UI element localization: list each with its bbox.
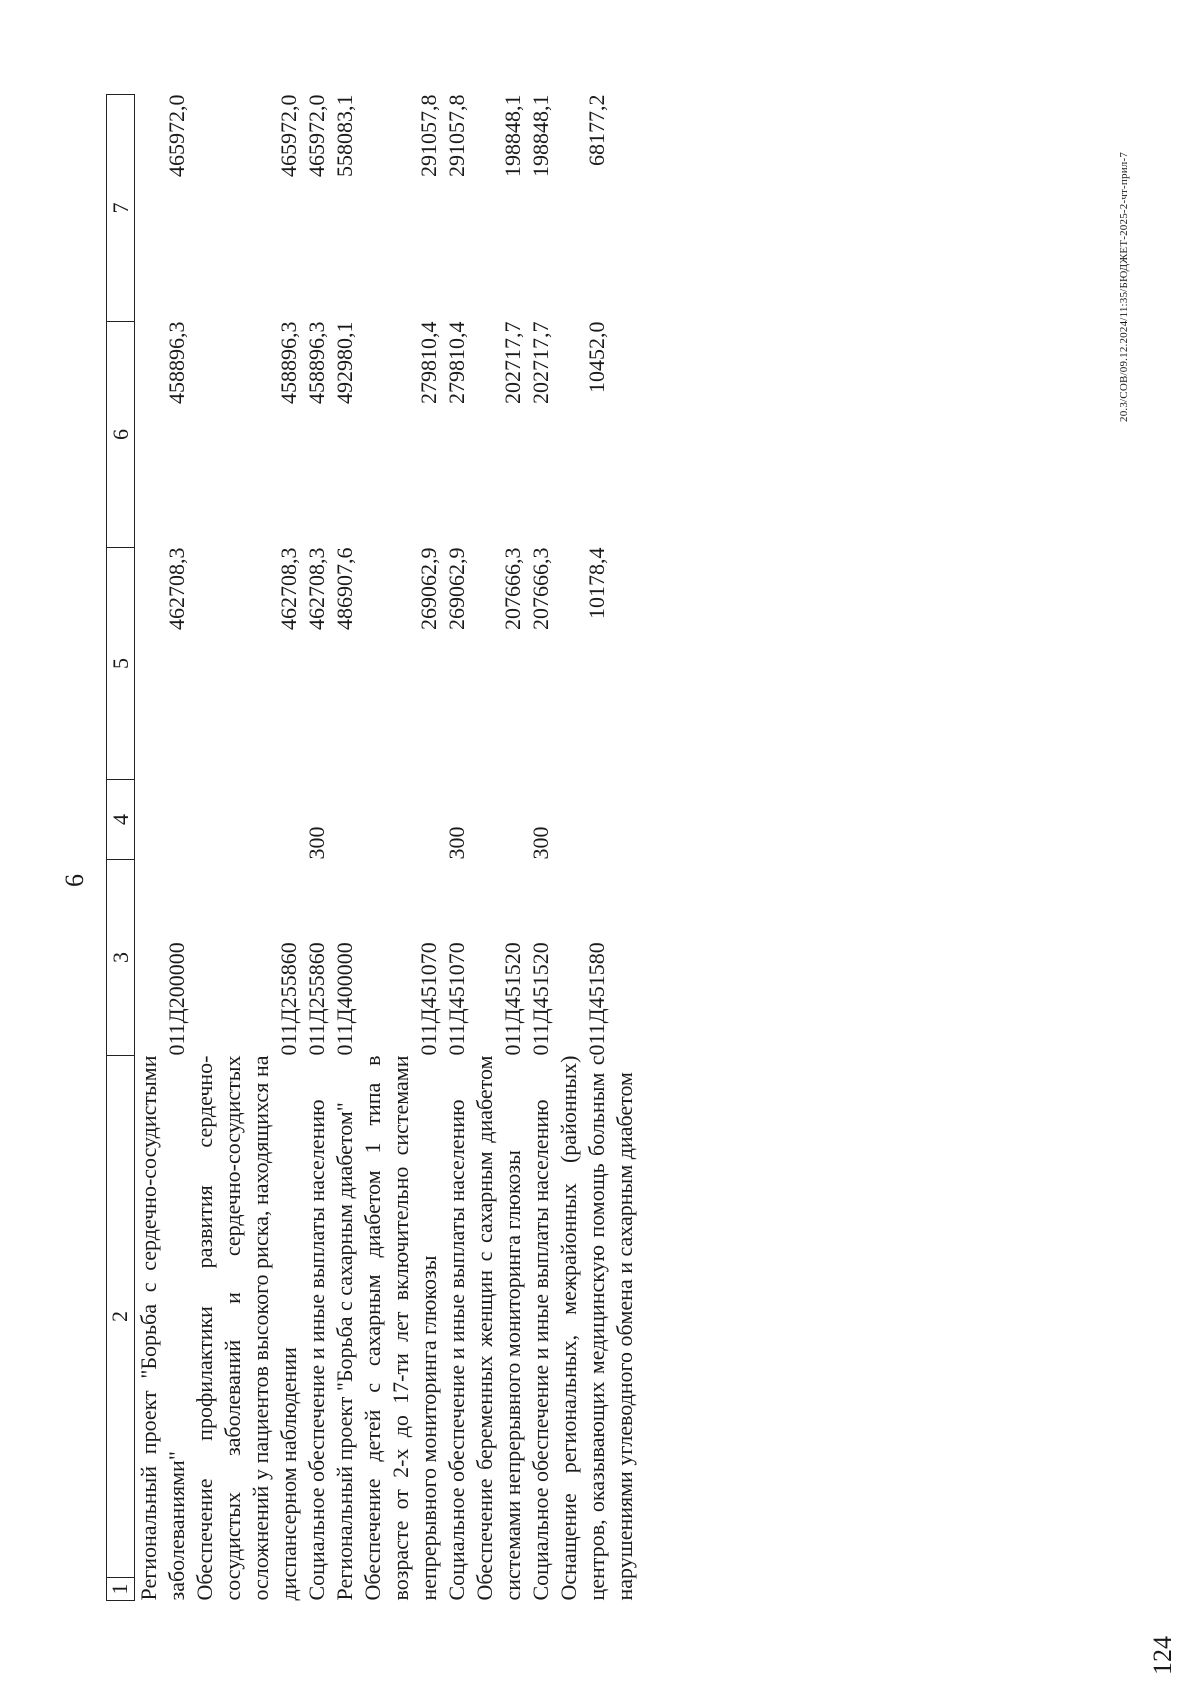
- header-col-5: 5: [107, 548, 135, 780]
- row-vr: 300: [528, 826, 553, 860]
- row-value-2026: 202717,7: [528, 321, 553, 404]
- row-value-2027: 198848,1: [528, 94, 553, 177]
- row-value-2027: 558083,1: [332, 94, 357, 177]
- row-value-2025: 10178,4: [584, 547, 609, 619]
- row-name: Обеспечение беременных женщин с сахарным диабетом системами непрерывного мониторинга глюкозы: [472, 1055, 525, 1601]
- row-name: Обеспечение профилактики развития сердечно-сосудистых заболеваний и сердечно-сосудистых осложнений у пациентов высокого риска, находящихся на диспансерном наблюдении: [192, 1055, 301, 1601]
- row-code: 011Д451520: [500, 942, 525, 1056]
- row-value-2027: 465972,0: [304, 94, 329, 177]
- header-col-2: 2: [107, 1311, 132, 1322]
- row-value-2027: 68177,2: [584, 94, 609, 166]
- row-vr: [331, 780, 359, 860]
- header-col-1: 1: [107, 1577, 134, 1600]
- table-row: [471, 95, 527, 1601]
- row-value-2027: 291057,8: [416, 94, 441, 177]
- row-value-2026: 458896,3: [164, 321, 189, 404]
- table-row: [555, 95, 639, 1601]
- row-name: Социальное обеспечение и иные выплаты населению: [444, 1099, 469, 1601]
- row-code: 011Д451070: [444, 942, 469, 1056]
- row-value-2027: 198848,1: [500, 94, 525, 177]
- header-col-7: 7: [107, 95, 135, 322]
- table-row: [331, 95, 359, 1601]
- row-code: 011Д400000: [332, 942, 357, 1056]
- row-vr: [471, 780, 527, 860]
- row-value-2026: 458896,3: [276, 321, 301, 404]
- table-row: [527, 95, 555, 1601]
- row-code: 011Д451520: [528, 942, 553, 1056]
- row-name: Социальное обеспечение и иные выплаты населению: [304, 1099, 329, 1601]
- footer-code: 20.3/СОВ/09.12.2024/11:35/БЮДЖЕТ-2025-2-чт-прил-7: [1118, 151, 1130, 422]
- row-name: Обеспечение детей с сахарным диабетом 1 типа в возрасте от 2-х до 17-ти лет включительно системами непрерывного мониторинга глюкозы: [360, 1055, 441, 1601]
- row-value-2025: 486907,6: [332, 547, 357, 630]
- row-vr: [359, 780, 443, 860]
- table-row: [303, 95, 331, 1601]
- row-name: Оснащение региональных, межрайонных (районных) центров, оказывающих медицинскую помощь больным с нарушениями углеводного обмена и сахарным диабетом: [556, 1055, 637, 1601]
- row-value-2025: 207666,3: [500, 547, 525, 630]
- table-row: [359, 95, 443, 1601]
- row-value-2026: 10452,0: [584, 321, 609, 393]
- row-name: Региональный проект "Борьба с сахарным диабетом": [332, 1102, 357, 1601]
- header-col-3: 3: [107, 860, 135, 1056]
- header-col-1-2: [107, 1056, 135, 1601]
- budget-table: [106, 94, 639, 1601]
- header-row: [107, 95, 135, 1601]
- row-value-2025: 207666,3: [528, 547, 553, 630]
- row-vr: 300: [444, 826, 469, 860]
- table-row: [443, 95, 471, 1601]
- row-value-2025: 462708,3: [164, 547, 189, 630]
- row-code: 011Д451580: [584, 942, 609, 1056]
- row-value-2026: 492980,1: [332, 321, 357, 404]
- row-value-2025: 269062,9: [416, 547, 441, 630]
- row-vr: [191, 780, 303, 860]
- page-number: 6: [60, 874, 89, 887]
- row-code: 011Д200000: [164, 942, 189, 1056]
- row-value-2025: 269062,9: [444, 547, 469, 630]
- row-vr: [555, 780, 639, 860]
- row-code: 011Д451070: [416, 942, 441, 1056]
- row-name: Региональный проект "Борьба с сердечно-сосудистыми заболеваниями": [136, 1055, 189, 1601]
- header-col-6: 6: [107, 322, 135, 548]
- row-name: Социальное обеспечение и иные выплаты населению: [528, 1099, 553, 1601]
- row-value-2026: 458896,3: [304, 321, 329, 404]
- row-value-2027: 465972,0: [276, 94, 301, 177]
- row-value-2027: 291057,8: [444, 94, 469, 177]
- table-row: [191, 95, 303, 1601]
- row-value-2025: 462708,3: [304, 547, 329, 630]
- row-value-2026: 279810,4: [444, 321, 469, 404]
- header-col-4: 4: [107, 780, 135, 860]
- row-value-2027: 465972,0: [164, 94, 189, 177]
- row-value-2026: 202717,7: [500, 321, 525, 404]
- row-vr: 300: [304, 826, 329, 860]
- row-value-2025: 462708,3: [276, 547, 301, 630]
- row-code: 011Д255860: [276, 942, 301, 1056]
- row-value-2026: 279810,4: [416, 321, 441, 404]
- row-vr: [135, 780, 192, 860]
- sheet-number: 124: [1148, 1636, 1177, 1675]
- row-code: 011Д255860: [304, 942, 329, 1056]
- table-row: [135, 95, 192, 1601]
